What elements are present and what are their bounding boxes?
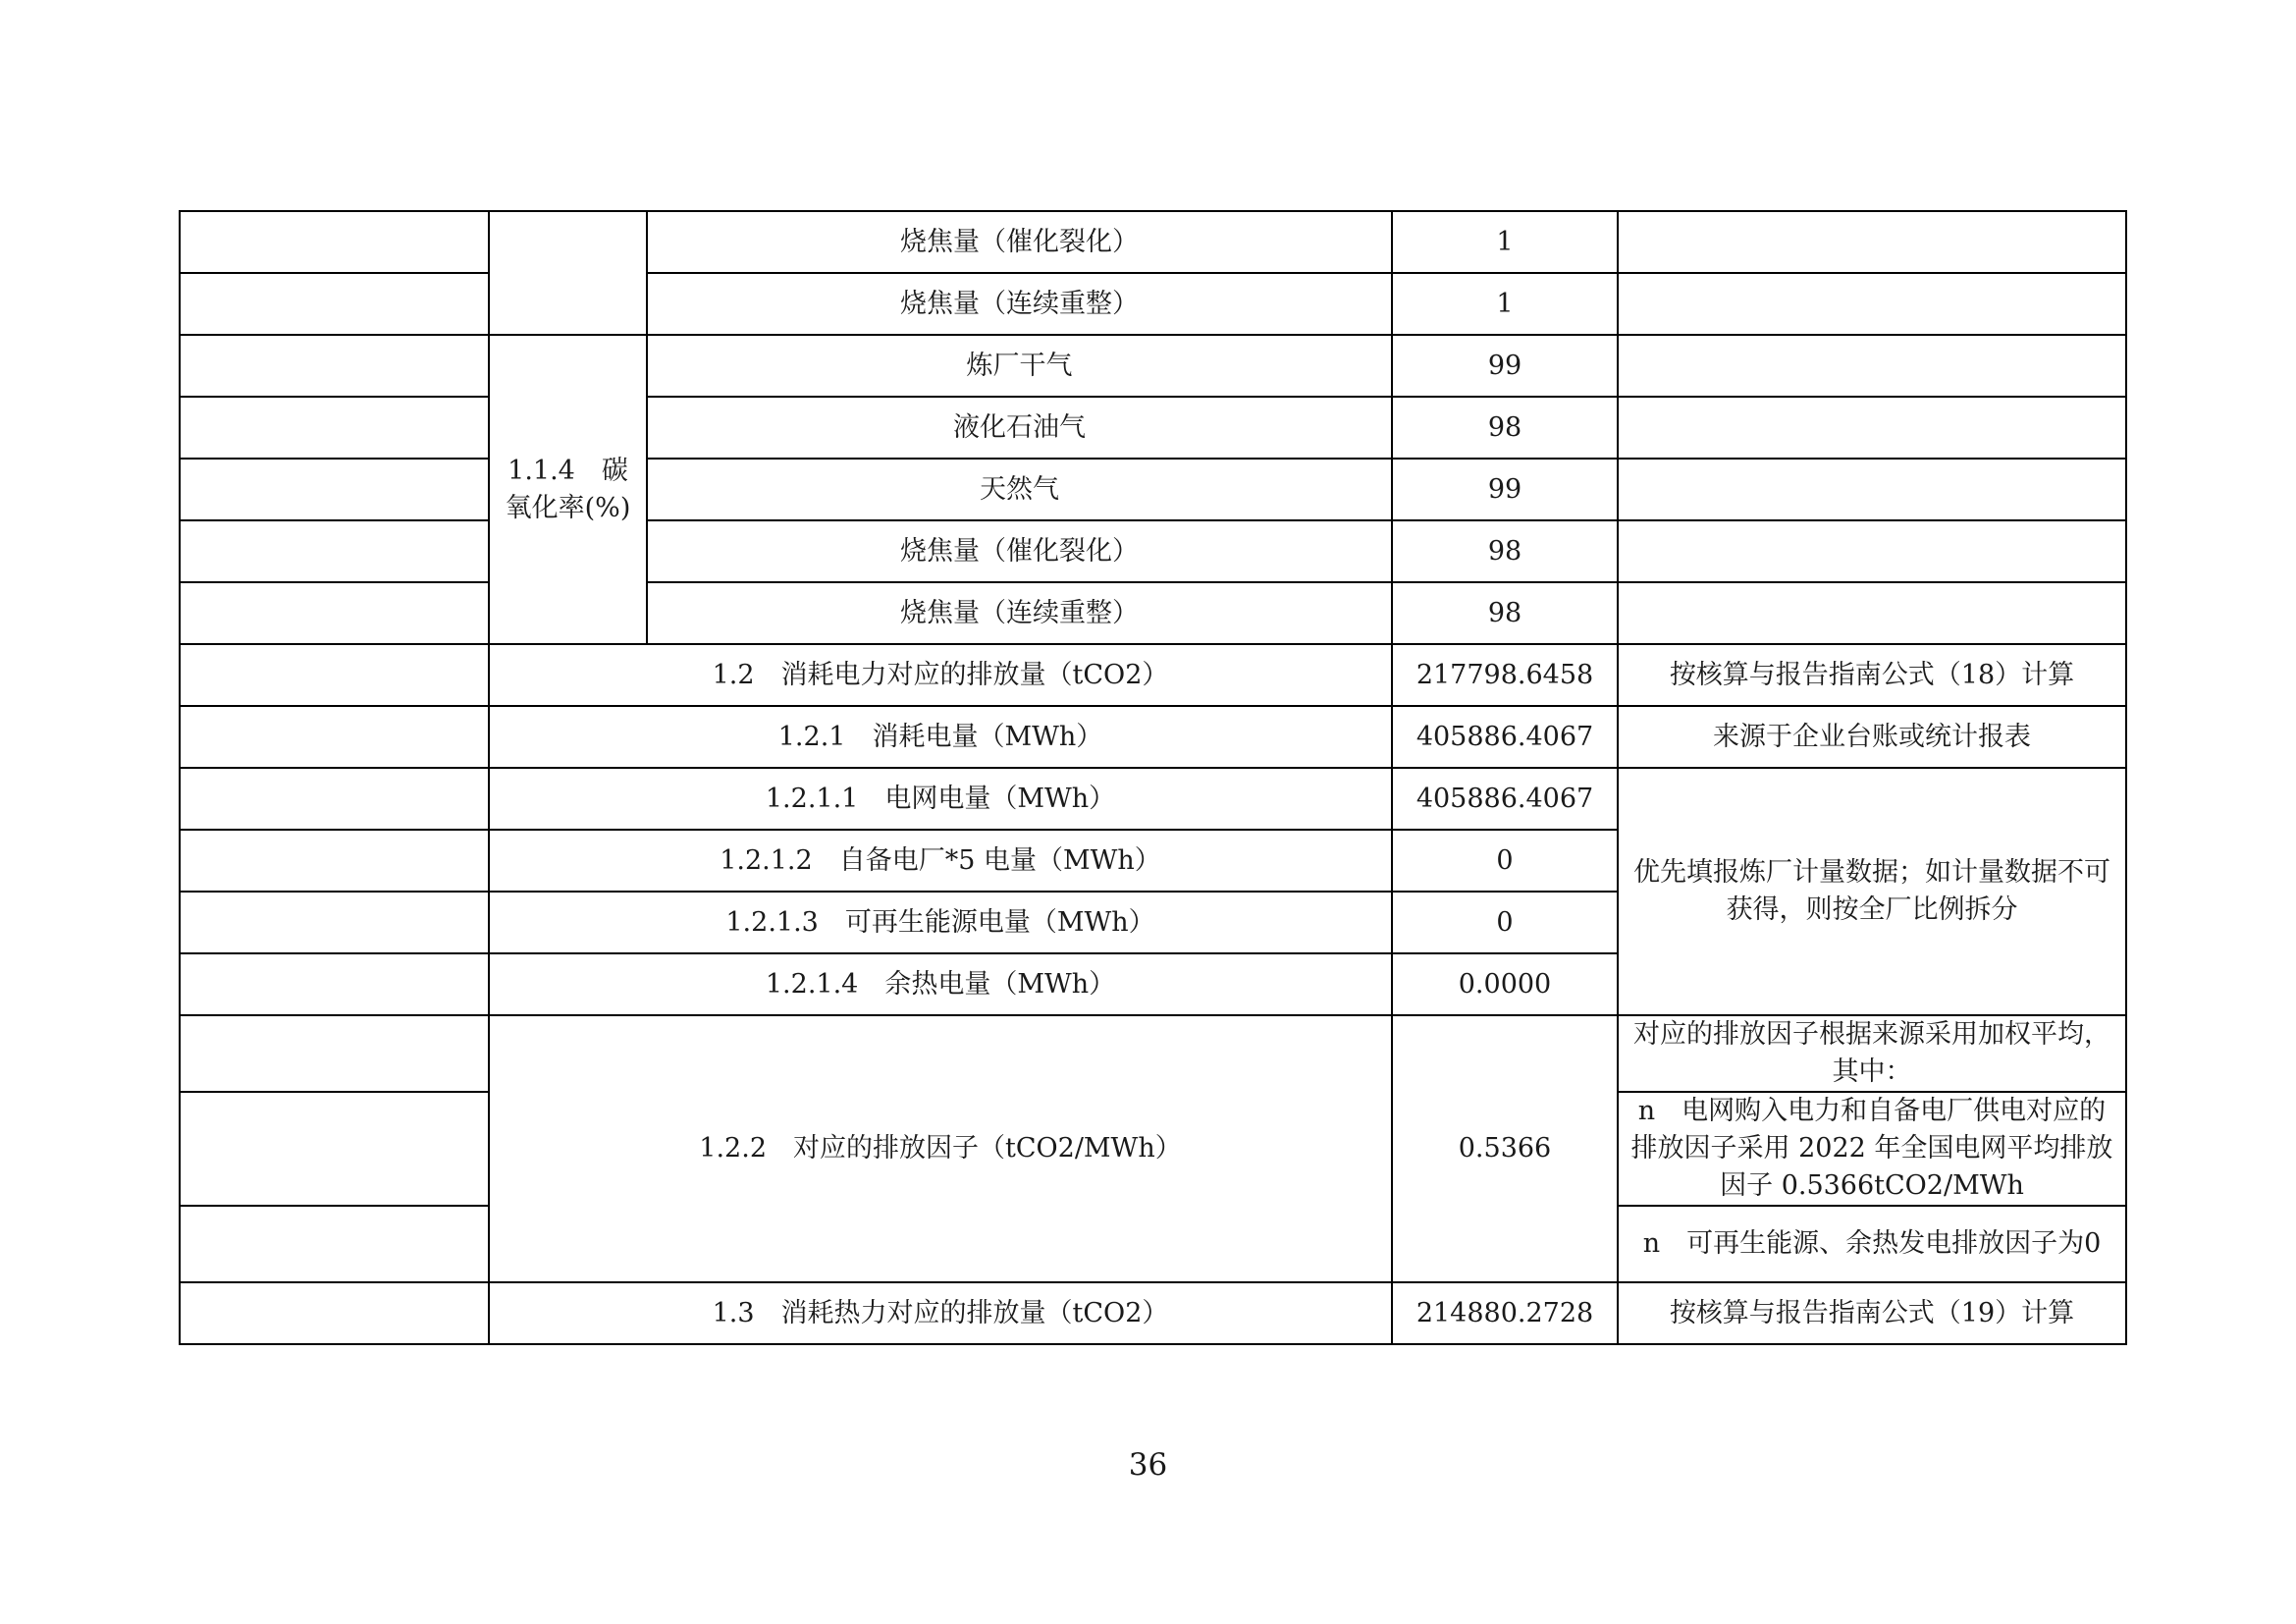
table-cell-empty bbox=[180, 892, 489, 953]
table-cell-empty bbox=[180, 273, 489, 335]
page-number: 36 bbox=[1128, 1447, 1168, 1483]
table-row bbox=[180, 768, 2126, 830]
table-cell-empty bbox=[180, 768, 489, 830]
note-cell: 对应的排放因子根据来源采用加权平均，其中： bbox=[1618, 1015, 2126, 1092]
note-cell bbox=[1618, 211, 2126, 273]
item-cell: 液化石油气 bbox=[647, 397, 1392, 459]
item-cell: 天然气 bbox=[647, 459, 1392, 520]
value-cell: 98 bbox=[1392, 397, 1618, 459]
table-cell-empty bbox=[180, 459, 489, 520]
item-cell: 1.2.1.1 电网电量（MWh） bbox=[489, 768, 1392, 830]
item-cell: 烧焦量（连续重整） bbox=[647, 582, 1392, 644]
value-cell: 99 bbox=[1392, 335, 1618, 397]
note-cell bbox=[1618, 520, 2126, 582]
table-cell-empty bbox=[489, 211, 647, 335]
note-cell bbox=[1618, 459, 2126, 520]
table-cell-empty bbox=[180, 520, 489, 582]
table-row bbox=[180, 1282, 2126, 1344]
note-cell: n 可再生能源、余热发电排放因子为0 bbox=[1618, 1206, 2126, 1282]
value-cell: 0 bbox=[1392, 892, 1618, 953]
table-cell-empty bbox=[180, 211, 489, 273]
item-cell: 烧焦量（催化裂化） bbox=[647, 211, 1392, 273]
note-cell bbox=[1618, 335, 2126, 397]
value-cell: 405886.4067 bbox=[1392, 768, 1618, 830]
value-cell: 0 bbox=[1392, 830, 1618, 892]
table-cell-empty bbox=[180, 830, 489, 892]
table-row bbox=[180, 1015, 2126, 1092]
note-cell bbox=[1618, 397, 2126, 459]
note-cell: 按核算与报告指南公式（19）计算 bbox=[1618, 1282, 2126, 1344]
note-cell: 按核算与报告指南公式（18）计算 bbox=[1618, 644, 2126, 706]
table-row bbox=[180, 582, 2126, 644]
table-row bbox=[180, 520, 2126, 582]
item-cell: 1.2.1.4 余热电量（MWh） bbox=[489, 953, 1392, 1015]
item-cell: 1.2 消耗电力对应的排放量（tCO2） bbox=[489, 644, 1392, 706]
value-cell: 0.5366 bbox=[1392, 1015, 1618, 1282]
group-label-cell: 1.1.4 碳氧化率(%) bbox=[489, 335, 647, 644]
table-row bbox=[180, 706, 2126, 768]
value-cell: 214880.2728 bbox=[1392, 1282, 1618, 1344]
item-cell: 1.2.1 消耗电量（MWh） bbox=[489, 706, 1392, 768]
table-cell-empty bbox=[180, 644, 489, 706]
value-cell: 405886.4067 bbox=[1392, 706, 1618, 768]
item-cell: 烧焦量（催化裂化） bbox=[647, 520, 1392, 582]
item-cell: 1.2.2 对应的排放因子（tCO2/MWh） bbox=[489, 1015, 1392, 1282]
table-row bbox=[180, 211, 2126, 273]
item-cell: 烧焦量（连续重整） bbox=[647, 273, 1392, 335]
table-cell-empty bbox=[180, 953, 489, 1015]
note-cell: 优先填报炼厂计量数据；如计量数据不可获得，则按全厂比例拆分 bbox=[1618, 768, 2126, 1015]
note-cell: n 电网购入电力和自备电厂供电对应的排放因子采用 2022 年全国电网平均排放因子 0.5366tCO2/MWh bbox=[1618, 1092, 2126, 1206]
value-cell: 98 bbox=[1392, 582, 1618, 644]
note-cell: 来源于企业台账或统计报表 bbox=[1618, 706, 2126, 768]
value-cell: 0.0000 bbox=[1392, 953, 1618, 1015]
table-row bbox=[180, 397, 2126, 459]
value-cell: 1 bbox=[1392, 273, 1618, 335]
item-cell: 1.3 消耗热力对应的排放量（tCO2） bbox=[489, 1282, 1392, 1344]
table-cell-empty bbox=[180, 582, 489, 644]
item-cell: 炼厂干气 bbox=[647, 335, 1392, 397]
value-cell: 1 bbox=[1392, 211, 1618, 273]
table-cell-empty bbox=[180, 1092, 489, 1206]
table-cell-empty bbox=[180, 1206, 489, 1282]
table-row bbox=[180, 273, 2126, 335]
item-cell: 1.2.1.3 可再生能源电量（MWh） bbox=[489, 892, 1392, 953]
note-cell bbox=[1618, 273, 2126, 335]
value-cell: 217798.6458 bbox=[1392, 644, 1618, 706]
table-cell-empty bbox=[180, 1282, 489, 1344]
table-cell-empty bbox=[180, 706, 489, 768]
item-cell: 1.2.1.2 自备电厂*5 电量（MWh） bbox=[489, 830, 1392, 892]
table-cell-empty bbox=[180, 335, 489, 397]
value-cell: 98 bbox=[1392, 520, 1618, 582]
table-row bbox=[180, 459, 2126, 520]
table-cell-empty bbox=[180, 397, 489, 459]
emissions-table bbox=[179, 210, 2127, 1345]
table-row bbox=[180, 644, 2126, 706]
value-cell: 99 bbox=[1392, 459, 1618, 520]
table-row bbox=[180, 335, 2126, 397]
note-cell bbox=[1618, 582, 2126, 644]
table-cell-empty bbox=[180, 1015, 489, 1092]
